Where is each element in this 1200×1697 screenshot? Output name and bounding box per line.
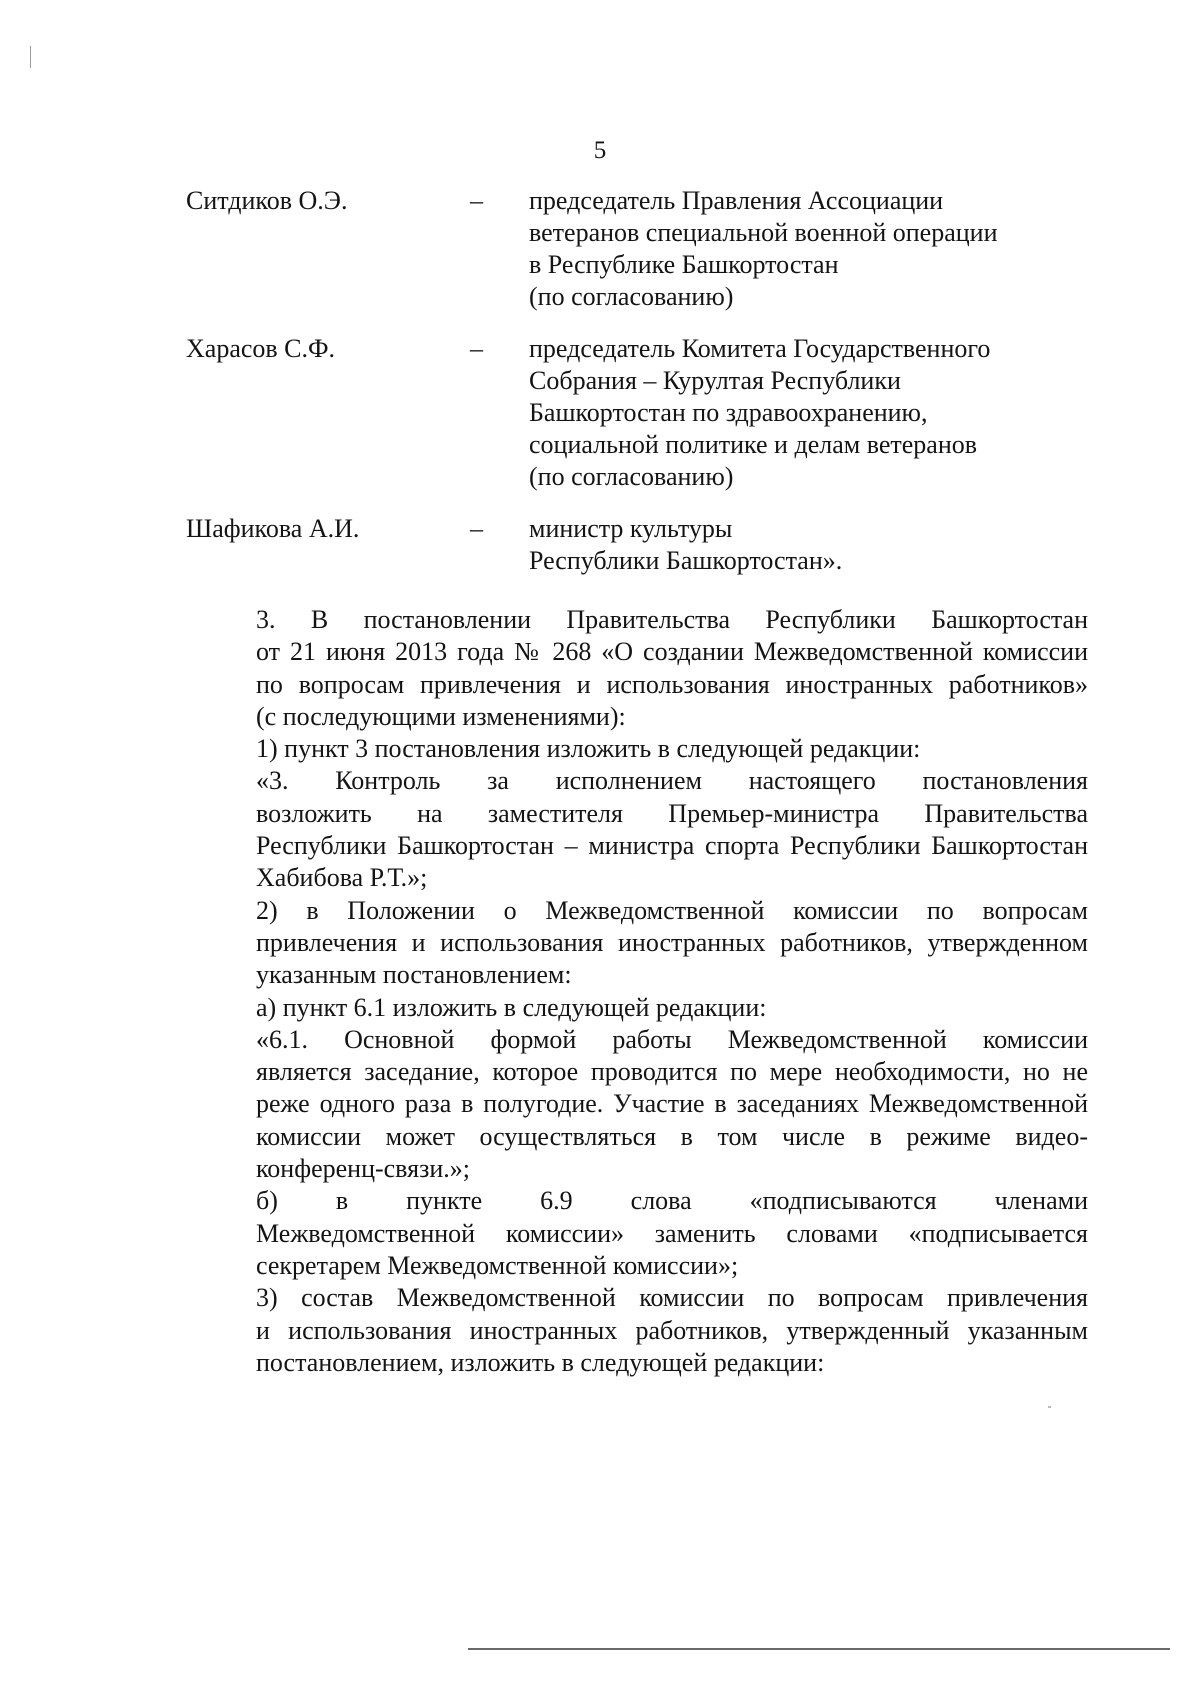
body-text [186, 604, 1088, 1379]
member-name: Ситдиков О.Э. [186, 186, 348, 215]
page-number: 5 [593, 137, 607, 164]
text-line: является заседание, которое проводится по мере необходимости, но не [256, 1057, 1088, 1087]
scan-artifact-mark [30, 46, 31, 68]
text-line: конференц-связи.»; [256, 1154, 470, 1184]
member-role-line: Собрания – Курултая Республики [529, 366, 901, 395]
text-line: Межведомственной комиссии» заменить словами «подписывается [256, 1218, 1088, 1248]
member-role-line: социальной политике и делам ветеранов [529, 430, 978, 459]
text-line: от 21 июня 2013 года № 268 «О создании Межведомственной комиссии [256, 637, 1088, 667]
member-entry [186, 185, 1086, 313]
text-line: 3. В постановлении Правительства Республики Башкортостан [256, 605, 1088, 634]
member-dash: – [470, 334, 483, 363]
text-line: 3) состав Межведомственной комиссии по вопросам привлечения [256, 1283, 1088, 1313]
text-line: 1) пункт 3 постановления изложить в следующей редакции: [256, 734, 921, 764]
text-line: а) пункт 6.1 изложить в следующей редакции: [256, 992, 767, 1022]
text-line: «6.1. Основной формой работы Межведомственной комиссии [256, 1024, 1088, 1054]
member-role-line: ветеранов специальной военной операции [529, 218, 998, 247]
text-line: возложить на заместителя Премьер-министра Правительства [256, 798, 1088, 828]
member-list [186, 185, 1086, 597]
paragraph-item-3 [186, 604, 1088, 733]
text-line: б) в пункте 6.9 слова «подписываются членами [256, 1186, 1088, 1216]
member-role-line: министр культуры [529, 514, 733, 543]
text-line: по вопросам привлечения и использования иностранных работников» [256, 669, 1088, 699]
text-line: указанным постановлением: [256, 960, 572, 990]
member-role-line: председатель Правления Ассоциации [529, 186, 944, 215]
paragraph-subitem-a [186, 992, 1088, 1024]
text-line: «3. Контроль за исполнением настоящего постановления [256, 766, 1088, 796]
paragraph-subitem-3 [186, 1282, 1088, 1379]
paragraph-subitem-2 [186, 895, 1088, 992]
text-line: постановлением, изложить в следующей редакции: [256, 1347, 825, 1377]
member-role-line: в Республике Башкортостан [529, 250, 839, 279]
scan-bottom-edge-line [468, 1648, 1170, 1650]
member-role-line: (по согласованию) [529, 462, 734, 491]
member-role [529, 185, 1086, 313]
member-entry [186, 513, 1086, 577]
text-line: Хабибова Р.Т.»; [256, 863, 428, 893]
text-line: 2) в Положении о Межведомственной комиссии по вопросам [256, 895, 1088, 925]
member-role [529, 333, 1086, 493]
text-line: секретарем Межведомственной комиссии»; [256, 1250, 739, 1280]
scan-artifact-dot [1048, 1406, 1051, 1408]
text-line: Республики Башкортостан – министра спорта Республики Башкортостан [256, 831, 1088, 861]
member-dash: – [470, 514, 483, 543]
member-role [529, 513, 1086, 577]
paragraph-quote-3 [186, 765, 1088, 894]
member-dash: – [470, 186, 483, 215]
member-role-line: председатель Комитета Государственного [529, 334, 991, 363]
member-name: Харасов С.Ф. [186, 334, 336, 363]
paragraph-subitem-b [186, 1185, 1088, 1282]
text-line: (с последующими изменениями): [256, 701, 626, 731]
member-role-line: Республики Башкортостан». [529, 546, 843, 575]
member-entry [186, 333, 1086, 493]
text-line: привлечения и использования иностранных работников, утвержденном [256, 927, 1088, 957]
member-name: Шафикова А.И. [186, 514, 360, 543]
text-line: комиссии может осуществляться в том числе в режиме видео- [256, 1121, 1088, 1151]
text-line: и использования иностранных работников, утвержденный указанным [256, 1315, 1088, 1345]
text-line: реже одного раза в полугодие. Участие в заседаниях Межведомственной [256, 1089, 1088, 1119]
paragraph-subitem-1 [186, 733, 1088, 765]
paragraph-quote-6-1 [186, 1024, 1088, 1185]
member-role-line: Башкортостан по здравоохранению, [529, 398, 928, 427]
member-role-line: (по согласованию) [529, 282, 734, 311]
